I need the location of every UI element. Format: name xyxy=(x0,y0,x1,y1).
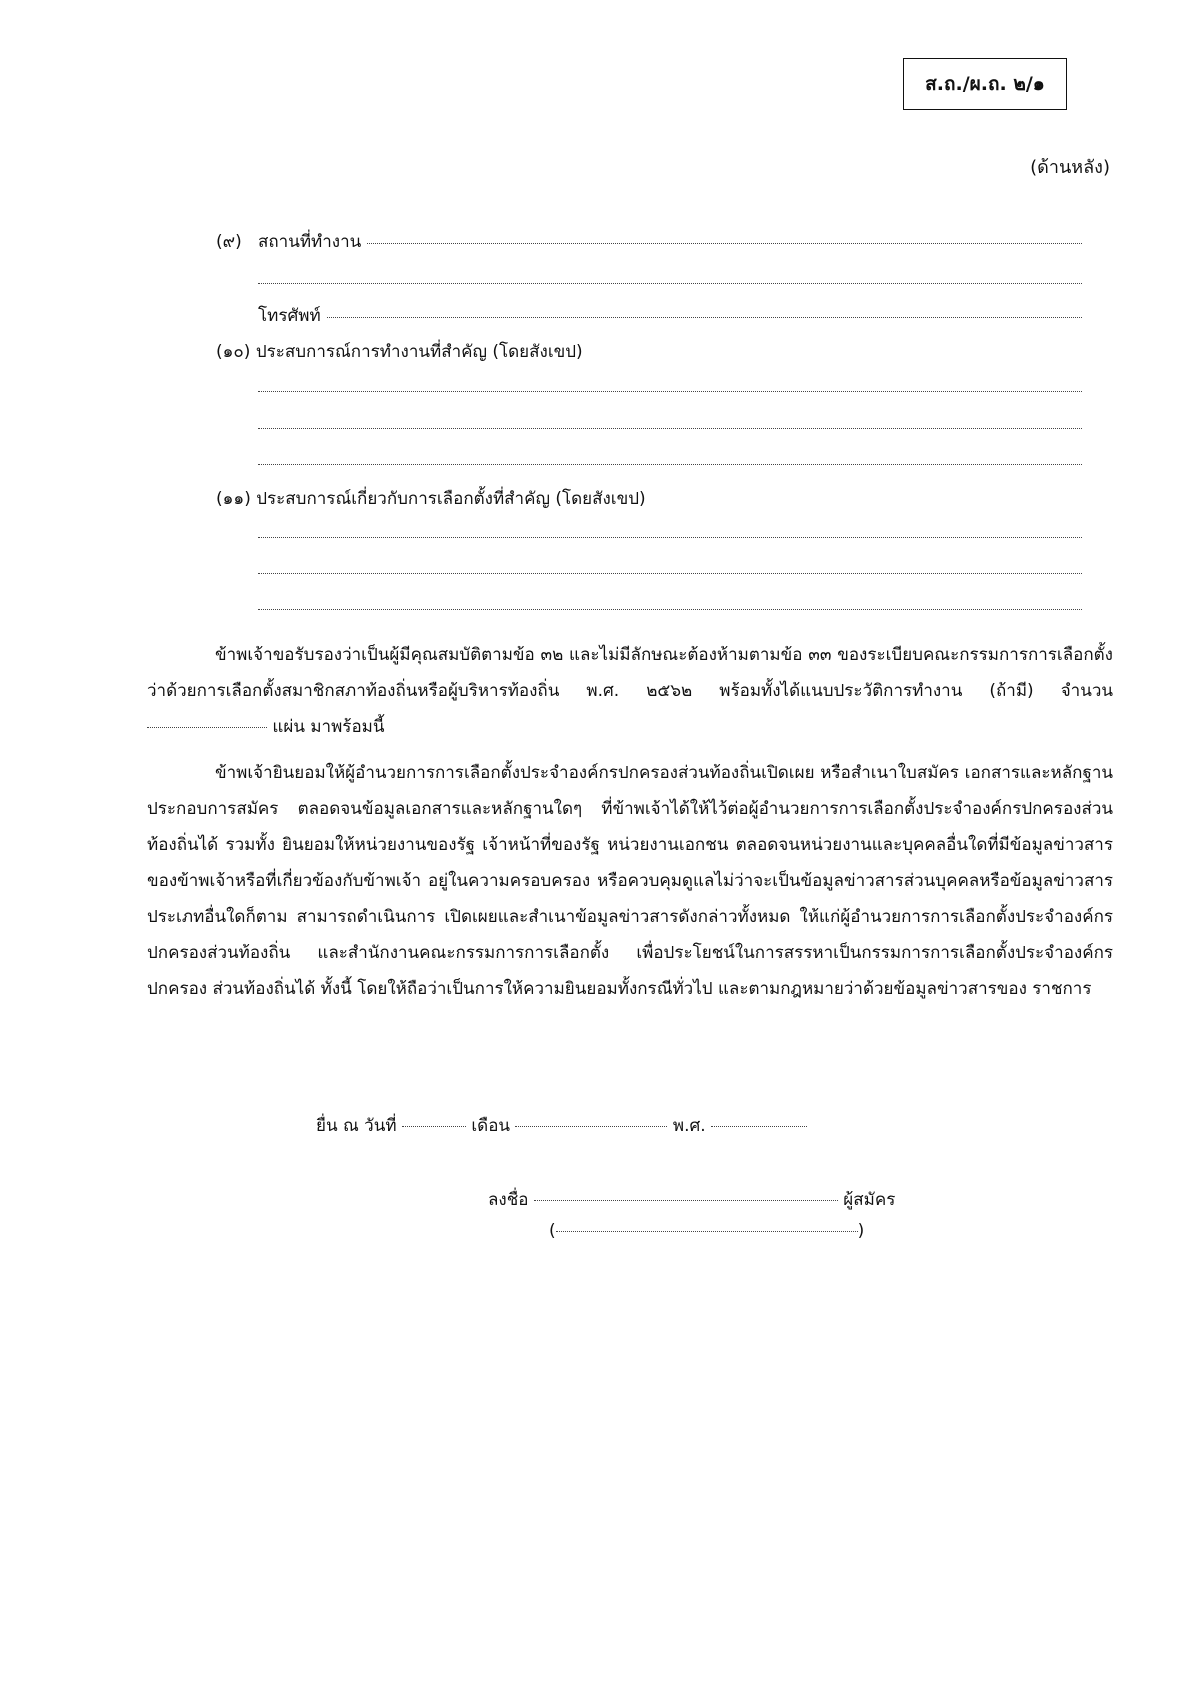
election-experience-line-3[interactable] xyxy=(258,609,1082,610)
work-experience-line-3[interactable] xyxy=(258,464,1082,465)
submission-date-line xyxy=(316,1112,807,1139)
certification-paragraph xyxy=(147,637,1113,745)
submit-date-label: ยื่น ณ วันที่ xyxy=(316,1116,397,1136)
printed-name-line xyxy=(549,1221,864,1241)
year-label: พ.ศ. xyxy=(672,1116,706,1136)
month-label: เดือน xyxy=(471,1116,511,1136)
workplace-continuation-line[interactable] xyxy=(258,283,1082,284)
item9-number: (๙) xyxy=(216,232,242,252)
consent-paragraph xyxy=(147,755,1113,1007)
item11-heading: (๑๑) ประสบการณ์เกี่ยวกับการเลือกตั้งที่สำคัญ (โดยสังเขป) xyxy=(216,489,646,509)
month-input-line[interactable] xyxy=(515,1125,667,1127)
work-experience-line-2[interactable] xyxy=(258,428,1082,429)
workplace-label: สถานที่ทำงาน xyxy=(258,232,362,252)
form-code: ส.ถ./ผ.ถ. ๒/๑ xyxy=(925,73,1045,95)
consent-text: ข้าพเจ้ายินยอมให้ผู้อำนวยการการเลือกตั้งประจำองค์กรปกครองส่วนท้องถิ่นเปิดเผย หรือสำเนาใบสมัคร เอกสารและหลักฐานประกอบการสมัคร ตลอดจนข้อมูลเอกสารและหลักฐานใดๆ ที่ข้าพเจ้าได้ให้ไว้ต่อผู้อำนวยการการเลือกตั้งประจำองค์กรปกครองส่วนท้องถิ่นได้ รวมทั้ง ยินยอมให้หน่วยงานของรัฐ เจ้าหน้าที่ของรัฐ หน่วยงานเอกชน ตลอดจนหน่วยงานและบุคคลอื่นใดที่มีข้อมูลข่าวสารของข้าพเจ้าหรือที่เกี่ยวข้องกับข้าพเจ้า อยู่ในความครอบครอง หรือควบคุมดูแลไม่ว่าจะเป็นข้อมูลข่าวสารส่วนบุคคลหรือข้อมูลข่าวสารประเภทอื่นใดก็ตาม สามารถดำเนินการ เปิดเผยและสำเนาข้อมูลข่าวสารดังกล่าวทั้งหมด ให้แก่ผู้อำนวยการการเลือกตั้งประจำองค์กรปกครองส่วนท้องถิ่น และสำนักงานคณะกรรมการการเลือกตั้ง เพื่อประโยชน์ในการสรรหาเป็นกรรมการการเลือกตั้งประจำองค์กรปกครอง ส่วนท้องถิ่นได้ ทั้งนี้ โดยให้ถือว่าเป็นการให้ความยินยอมทั้งกรณีทั่วไป และตามกฎหมายว่าด้วยข้อมูลข่าวสารของ ราชการ xyxy=(147,763,1113,999)
phone-input-line[interactable] xyxy=(327,316,1082,318)
form-code-box xyxy=(903,58,1067,110)
signature-line xyxy=(488,1186,895,1213)
workplace-input-line[interactable] xyxy=(367,242,1082,244)
workplace-field[interactable] xyxy=(258,228,1082,255)
election-experience-line-1[interactable] xyxy=(258,537,1082,538)
work-experience-line-1[interactable] xyxy=(258,391,1082,392)
certification-text: ข้าพเจ้าขอรับรองว่าเป็นผู้มีคุณสมบัติตามข้อ ๓๒ และไม่มีลักษณะต้องห้ามตามข้อ ๓๓ ของระเบียบคณะกรรมการการเลือกตั้งว่าด้วยการเลือกตั้งสมาชิกสภาท้องถิ่นหรือผู้บริหารท้องถิ่น พ.ศ. ๒๕๖๒ พร้อมทั้งได้แนบประวัติการทำงาน (ถ้ามี) จำนวน xyxy=(147,645,1113,701)
item10-heading: (๑๐) ประสบการณ์การทำงานที่สำคัญ (โดยสังเขป) xyxy=(216,342,583,362)
open-paren: ( xyxy=(549,1221,556,1241)
attachment-count-line[interactable] xyxy=(147,726,267,728)
signature-input-line[interactable] xyxy=(534,1199,838,1201)
printed-name-input-line[interactable] xyxy=(556,1230,858,1232)
day-input-line[interactable] xyxy=(402,1125,466,1127)
phone-label: โทรศัพท์ xyxy=(258,306,321,326)
year-input-line[interactable] xyxy=(711,1125,807,1127)
sign-label: ลงชื่อ xyxy=(488,1190,529,1210)
applicant-role-label: ผู้สมัคร xyxy=(843,1190,896,1210)
certification-text-end: แผ่น มาพร้อมนี้ xyxy=(272,717,385,737)
election-experience-line-2[interactable] xyxy=(258,573,1082,574)
phone-field[interactable] xyxy=(258,302,1082,329)
close-paren: ) xyxy=(857,1221,865,1241)
page-side-label: (ด้านหลัง) xyxy=(1030,157,1110,178)
